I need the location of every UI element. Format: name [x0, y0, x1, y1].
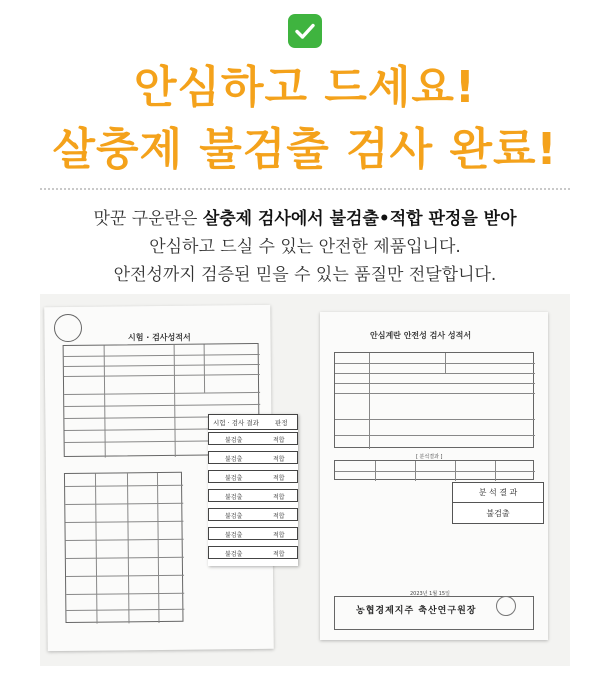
verdict-value: 적합 — [273, 494, 285, 501]
result-header-result: 시험 · 검사 결과 — [213, 419, 259, 427]
description-line1-bold: 살충제 검사에서 불검출•적합 판정을 받아 — [202, 209, 517, 229]
dotted-divider — [40, 188, 570, 190]
verdict-value: 적합 — [273, 532, 285, 539]
headline-line2: 살충제 불검출 검사 완료! — [52, 124, 558, 175]
analysis-result-box — [452, 482, 544, 524]
right-certificate-title: 안심계란 안전성 검사 성적서 — [370, 331, 472, 340]
result-value: 불검출 — [225, 532, 243, 539]
verdict-value: 적합 — [273, 475, 285, 482]
result-row — [208, 470, 298, 483]
analysis-section-label: [ 분석결과 ] — [416, 454, 443, 460]
result-value: 불검출 — [225, 456, 243, 463]
description-line1 — [0, 206, 610, 232]
result-value: 불검출 — [225, 513, 243, 520]
description-line1-prefix: 맛꾼 구운란은 — [93, 209, 203, 229]
analysis-result-value: 불검출 — [486, 509, 510, 518]
result-table-header — [208, 414, 298, 430]
result-row — [208, 489, 298, 502]
verdict-value: 적합 — [273, 513, 285, 520]
description-line2: 안심하고 드실 수 있는 안전한 제품입니다. — [149, 237, 461, 257]
description-line3: 안전성까지 검증된 믿을 수 있는 품질만 전달합니다. — [113, 265, 497, 285]
result-header-verdict: 판정 — [275, 419, 288, 427]
safety-result-table — [334, 460, 534, 480]
result-value: 불검출 — [225, 437, 243, 444]
verdict-value: 적합 — [273, 551, 285, 558]
left-certificate-title: 시험 · 검사성적서 — [128, 333, 191, 342]
result-row — [208, 432, 298, 445]
result-value: 불검출 — [225, 494, 243, 501]
analysis-result-header: 분 석 결 과 — [453, 483, 543, 503]
issuer-seal — [496, 596, 516, 616]
check-mark-icon — [288, 14, 322, 48]
result-row — [208, 451, 298, 464]
safety-info-table — [334, 352, 534, 448]
result-row — [208, 508, 298, 521]
result-row — [208, 546, 298, 559]
issuer-name: 농협경제지주 축산연구원장 — [356, 606, 477, 616]
certificate-items-table — [64, 472, 184, 623]
result-row — [208, 527, 298, 540]
seal-stamp — [54, 314, 82, 342]
verdict-value: 적합 — [273, 437, 285, 444]
verdict-value: 적합 — [273, 456, 285, 463]
issue-date: 2023년 1월 15일 — [410, 591, 450, 597]
result-value: 불검출 — [225, 551, 243, 558]
result-value: 불검출 — [225, 475, 243, 482]
result-sheet — [208, 414, 298, 566]
headline-line1: 안심하고 드세요! — [134, 62, 476, 113]
